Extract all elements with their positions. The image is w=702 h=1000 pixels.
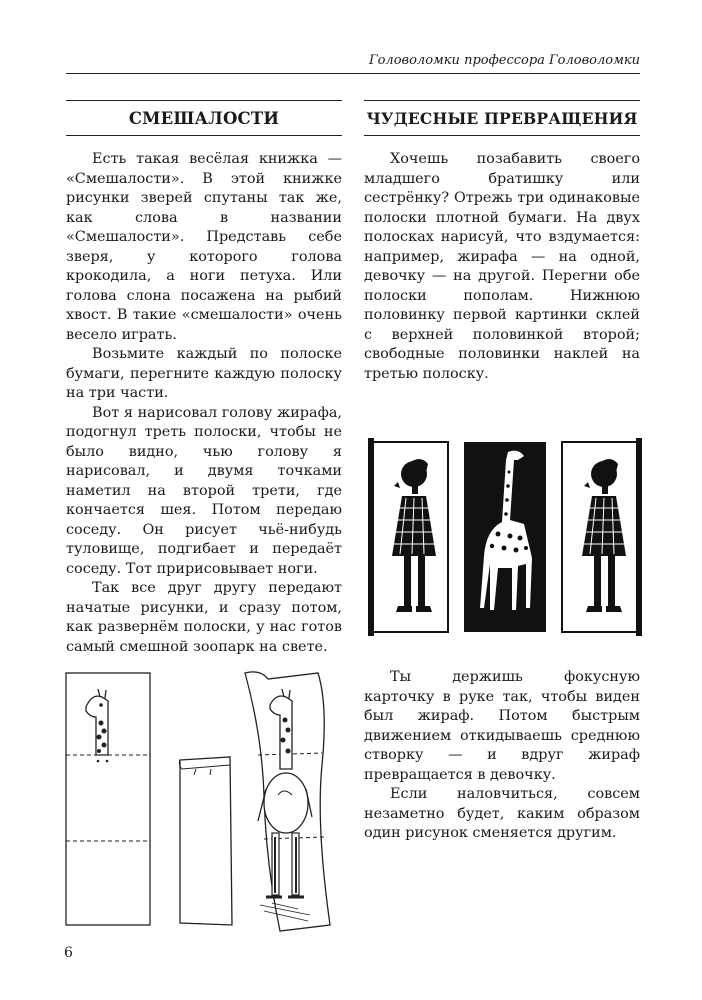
right-column: [364, 100, 640, 384]
paragraph: Если наловчиться, совсем незаметно будет, каким образом один рисунок сменяется другим.: [364, 786, 640, 841]
paragraph: Есть такая весёлая книжка — «Смешалости». В этой книжке рисунки зверей спутаны так же, как слова в названии «Смешалости». Представь себе зверя, у которого голова крокодила, а ноги петуха. Или голова слона посажена на рыбий хвост. В такие «смешалости» очень весело играть.: [66, 151, 342, 343]
section-title-transformations: ЧУДЕСНЫЕ ПРЕВРАЩЕНИЯ: [366, 109, 638, 128]
transformation-cards-illustration: [368, 438, 644, 638]
section-title-smeshalosti: СМЕШАЛОСТИ: [128, 109, 280, 128]
header-rule: [66, 73, 640, 74]
right-text-top: [364, 150, 640, 384]
folded-strip: [180, 757, 232, 925]
left-column: [66, 100, 342, 657]
section-rule: [66, 135, 342, 136]
paragraph: Ты держишь фокусную карточку в руке так, чтобы виден был жираф. Потом быстрым движением откидываешь среднюю створку — и вдруг жираф превращается в девочку.: [364, 669, 640, 783]
running-title: Головоломки профессора Головоломки: [368, 53, 640, 68]
folding-strips-illustration: [60, 665, 350, 935]
page-number: 6: [64, 945, 73, 961]
paragraph: Хочешь позабавить своего младшего братишку или сестрёнку? Отрежь три одинаковые полоски плотной бумаги. На двух полосках нарисуй, что вздумается: например, жирафа — на одной, девочку — на другой. Перегни обе полоски пополам. Нижнюю половинку первой картинки склей с верхней половинкой второй; свободные половинки наклей на третью полоску.: [364, 151, 640, 382]
right-text-bottom: [364, 668, 640, 844]
left-text: [66, 150, 342, 657]
paragraph: Возьмите каждый по полоске бумаги, перегните каждую полоску на три части.: [66, 346, 342, 401]
paragraph: Вот я нарисовал голову жирафа, подогнул треть полоски, чтобы не было видно, чью голову я нарисовал, и двумя точками наметил на второй трети, где кончается шея. Потом передаю соседу. Он рисует чьё-нибудь туловище, подгибает и передаёт соседу. Тот пририсовывает ноги.: [66, 404, 342, 577]
paragraph: Так все друг другу передают начатые рисунки, и сразу потом, как развернём полоски, у нас готов самый смешной зоопарк на свете.: [66, 580, 342, 655]
section-rule: [364, 135, 640, 136]
